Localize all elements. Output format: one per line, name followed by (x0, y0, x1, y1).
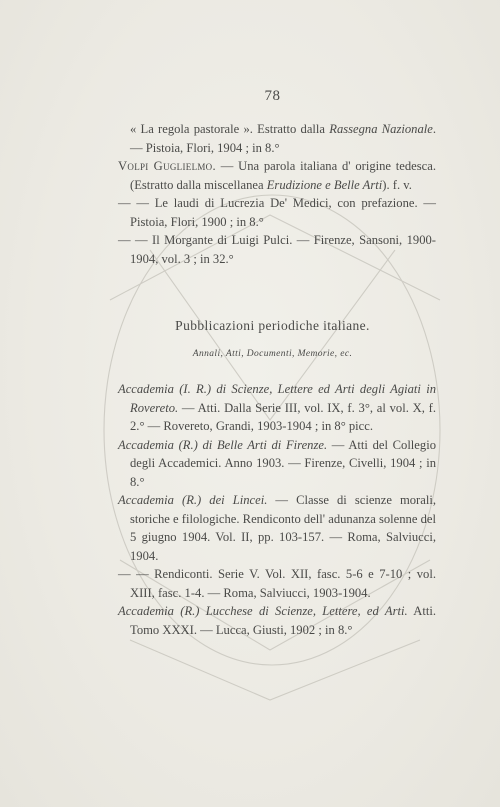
periodical-entry: Accademia (R.) di Belle Arti di Firenze. — Atti del Collegio degli Accademici. Anno 1903. — Firenze, Civelli, 1904 ; in 8.° (118, 437, 436, 489)
bibliography-top-entries (118, 120, 436, 268)
section-title: Pubblicazioni periodiche italiane. (175, 318, 370, 333)
periodical-entry: Accademia (R.) Lucchese di Scienze, Lettere, ed Arti. Atti. Tomo XXXI. — Lucca, Giusti, 1902 ; in 8.° (118, 604, 436, 637)
entry-volpi-parola-italiana: Volpi Guglielmo. — Una parola italiana d' origine tedesca. (Estratto dalla miscellanea Erudizione e Belle Arti). f. v. (118, 159, 436, 192)
periodical-entry: — — Rendiconti. Serie V. Vol. XII, fasc. 5-6 e 7-10 ; vol. XIII, fasc. 1-4. — Roma, Salviucci, 1903-1904. (118, 567, 436, 600)
entry-volpi-laudi: — — Le laudi di Lucrezia De' Medici, con prefazione. — Pistoia, Flori, 1900 ; in 8.° (118, 196, 436, 229)
periodical-entry: Accademia (R.) dei Lincei. — Classe di scienze morali, storiche e filologiche. Rendiconto dell' adunanza solenne del 5 giugno 1904. Vol. II, pp. 103-157. — Roma, Salviucci, 1904. (118, 493, 436, 563)
entry-volpi-morgante: — — Il Morgante di Luigi Pulci. — Firenze, Sansoni, 1900-1904, vol. 3 ; in 32.° (118, 233, 436, 266)
periodical-entry: Accademia (I. R.) di Scienze, Lettere ed Arti degli Agiati in Rovereto. — Atti. Dalla Serie III, vol. IX, f. 3°, al vol. X, f. 2.° — Rovereto, Grandi, 1903-1904 ; in 8° picc. (118, 382, 436, 433)
author-name: Volpi Guglielmo. (118, 159, 216, 173)
page-number: 78 (264, 88, 281, 104)
entry-regola-pastorale: « La regola pastorale ». Estratto dalla Rassegna Nazionale. — Pistoia, Flori, 1904 ; in 8.° (130, 122, 436, 155)
periodicals-list (118, 380, 436, 639)
section-subtitle: Annali, Atti, Documenti, Memorie, ec. (192, 349, 353, 359)
